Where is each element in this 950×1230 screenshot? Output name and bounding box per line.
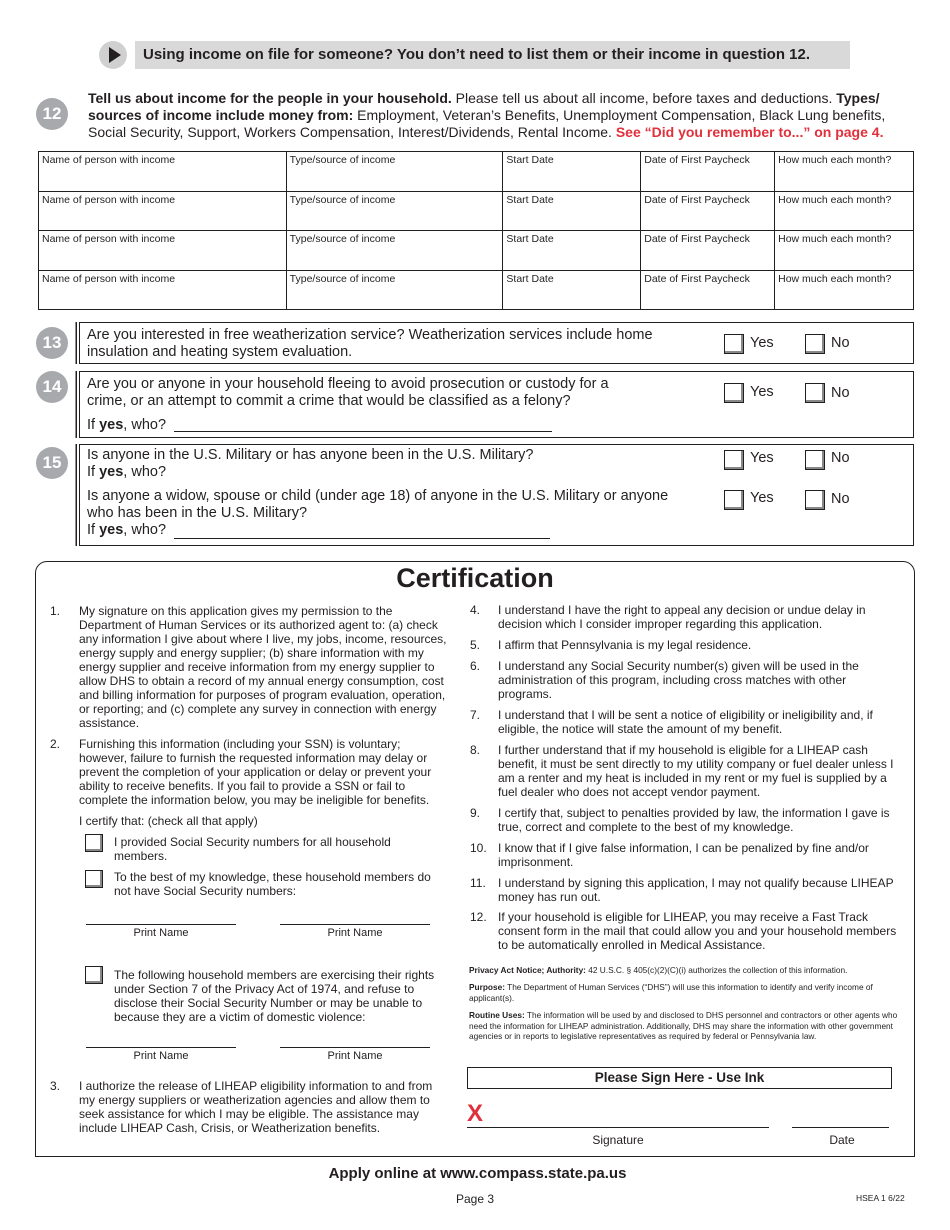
- routine-uses-notice: Routine Uses: The information will be used by and disclosed to DHS personnel and contractors or other agents who need the information for LIHEAP administration. Additionally, DHS may share the information with other government agencies or in reports to legislative representatives as required by federal or Pennsylvania law.: [469, 1010, 898, 1041]
- q14-no-label: No: [831, 385, 850, 401]
- income-cell[interactable]: How much each month?: [775, 231, 914, 271]
- q15a-no-label: No: [831, 450, 850, 466]
- ssn-provided-label: I provided Social Security numbers for all household members.: [114, 835, 391, 863]
- q15b-yes-label: Yes: [750, 490, 774, 506]
- q14-yes-label: Yes: [750, 384, 774, 400]
- print-name-line[interactable]: [86, 1047, 236, 1048]
- print-name-line[interactable]: [280, 924, 430, 925]
- q15a-if-yes-label: If yes, who?: [87, 464, 167, 480]
- ssn-provided-checkbox[interactable]: [85, 834, 103, 852]
- signature-caption: Signature: [592, 1133, 644, 1147]
- income-cell[interactable]: Date of First Paycheck: [641, 191, 775, 231]
- q12-lead-bold: Tell us about income for the people in your household.: [88, 90, 452, 106]
- certify-label: I certify that: (check all that apply): [79, 814, 258, 828]
- signature-line[interactable]: [467, 1127, 769, 1128]
- income-cell[interactable]: Name of person with income: [39, 270, 287, 310]
- print-name-caption: Print Name: [327, 927, 383, 939]
- q13-yes-checkbox[interactable]: [724, 334, 744, 354]
- question-14-text: Are you or anyone in your household fleeing to avoid prosecution or custody for a crime, or an attempt to commit a crime that would be classified as a felony?: [87, 376, 609, 409]
- sign-here-box: Please Sign Here - Use Ink: [467, 1067, 892, 1089]
- certification-title: Certification: [396, 563, 554, 593]
- print-name-caption: Print Name: [327, 1050, 383, 1062]
- form-code: HSEA 1 6/22: [856, 1193, 905, 1203]
- q14-no-checkbox[interactable]: [805, 383, 825, 403]
- privacy-act-checkbox[interactable]: [85, 966, 103, 984]
- q14-who-input-line[interactable]: [174, 431, 552, 432]
- page-number: Page 3: [455, 1192, 495, 1206]
- income-cell[interactable]: Name of person with income: [39, 191, 287, 231]
- q13-no-label: No: [831, 335, 850, 351]
- question-12-number: 12: [36, 98, 68, 130]
- q15b-yes-checkbox[interactable]: [724, 490, 744, 510]
- income-on-file-banner: Using income on file for someone? You don’t need to list them or their income in question 12.: [135, 41, 850, 69]
- income-cell[interactable]: Start Date: [503, 152, 641, 192]
- question-15a-text: Is anyone in the U.S. Military or has anyone been in the U.S. Military?: [87, 447, 534, 463]
- privacy-act-label: The following household members are exercising their rights under Section 7 of the Privacy Act of 1974, and refuse to disclose their Social Security Number or may be unable to because they are a victim of domestic violence:: [114, 968, 435, 1024]
- income-table-row: [39, 270, 914, 310]
- income-table-row: [39, 152, 914, 192]
- income-cell[interactable]: Date of First Paycheck: [641, 152, 775, 192]
- income-cell[interactable]: Start Date: [503, 270, 641, 310]
- print-name-caption: Print Name: [133, 1050, 189, 1062]
- date-caption: Date: [829, 1133, 855, 1147]
- income-cell[interactable]: Type/source of income: [286, 270, 503, 310]
- q15a-yes-label: Yes: [750, 450, 774, 466]
- q12-types-text: Employment, Veteran’s Benefits, Unemployment Compensation, Black Lung benefits, Social Security, Support, Workers Compensation, Interest/Dividends, Rental Income.: [88, 107, 886, 140]
- play-arrow-icon: [99, 41, 127, 69]
- income-cell[interactable]: Type/source of income: [286, 191, 503, 231]
- q14-yes-checkbox[interactable]: [724, 383, 744, 403]
- q15b-if-yes-label: If yes, who?: [87, 522, 167, 538]
- q15b-no-checkbox[interactable]: [805, 490, 825, 510]
- income-cell[interactable]: Date of First Paycheck: [641, 270, 775, 310]
- income-cell[interactable]: Type/source of income: [286, 231, 503, 271]
- q12-lead-text: Please tell us about all income, before taxes and deductions.: [451, 90, 837, 106]
- q12-types-bold: Types/ sources of income include money from:: [88, 90, 880, 123]
- print-name-caption: Print Name: [133, 927, 189, 939]
- no-ssn-checkbox[interactable]: [85, 870, 103, 888]
- income-cell[interactable]: Start Date: [503, 231, 641, 271]
- q15b-who-input-line[interactable]: [174, 538, 550, 539]
- question-15-number: 15: [36, 447, 68, 479]
- income-table: [38, 151, 914, 310]
- q12-see-more: See “Did you remember to...” on page 4.: [615, 124, 884, 140]
- income-table-row: [39, 231, 914, 271]
- print-name-line[interactable]: [280, 1047, 430, 1048]
- question-13-number: 13: [36, 327, 68, 359]
- q14-if-yes-label: If yes, who?: [87, 417, 167, 433]
- q13-yes-label: Yes: [750, 335, 774, 351]
- q15a-yes-checkbox[interactable]: [724, 450, 744, 470]
- question-15b-text: Is anyone a widow, spouse or child (under age 18) of anyone in the U.S. Military or anyone who has been in the U.S. Military?: [87, 488, 669, 521]
- question-12-text: [88, 90, 898, 141]
- income-cell[interactable]: Start Date: [503, 191, 641, 231]
- income-table-row: [39, 191, 914, 231]
- income-cell[interactable]: Type/source of income: [286, 152, 503, 192]
- privacy-notice: Privacy Act Notice; Authority: 42 U.S.C. § 405(c)(2)(C)(i) authorizes the collection of this information.: [469, 965, 848, 975]
- question-13-text: Are you interested in free weatherization service? Weatherization services include home insulation and heating system evaluation.: [87, 327, 653, 360]
- purpose-notice: Purpose: The Department of Human Services (“DHS”) will use this information to identify and verify income of applicant(s).: [469, 982, 873, 1003]
- date-line[interactable]: [792, 1127, 889, 1128]
- print-name-line[interactable]: [86, 924, 236, 925]
- income-cell[interactable]: Name of person with income: [39, 152, 287, 192]
- question-14-number: 14: [36, 371, 68, 403]
- apply-online-text: Apply online at www.compass.state.pa.us: [328, 1165, 627, 1182]
- income-cell[interactable]: How much each month?: [775, 270, 914, 310]
- q15b-no-label: No: [831, 491, 850, 507]
- q13-no-checkbox[interactable]: [805, 334, 825, 354]
- income-cell[interactable]: How much each month?: [775, 152, 914, 192]
- income-cell[interactable]: How much each month?: [775, 191, 914, 231]
- signature-x-mark: X: [467, 1100, 484, 1127]
- income-cell[interactable]: Name of person with income: [39, 231, 287, 271]
- income-cell[interactable]: Date of First Paycheck: [641, 231, 775, 271]
- q15a-no-checkbox[interactable]: [805, 450, 825, 470]
- no-ssn-label: To the best of my knowledge, these household members do not have Social Security numbers:: [114, 870, 431, 898]
